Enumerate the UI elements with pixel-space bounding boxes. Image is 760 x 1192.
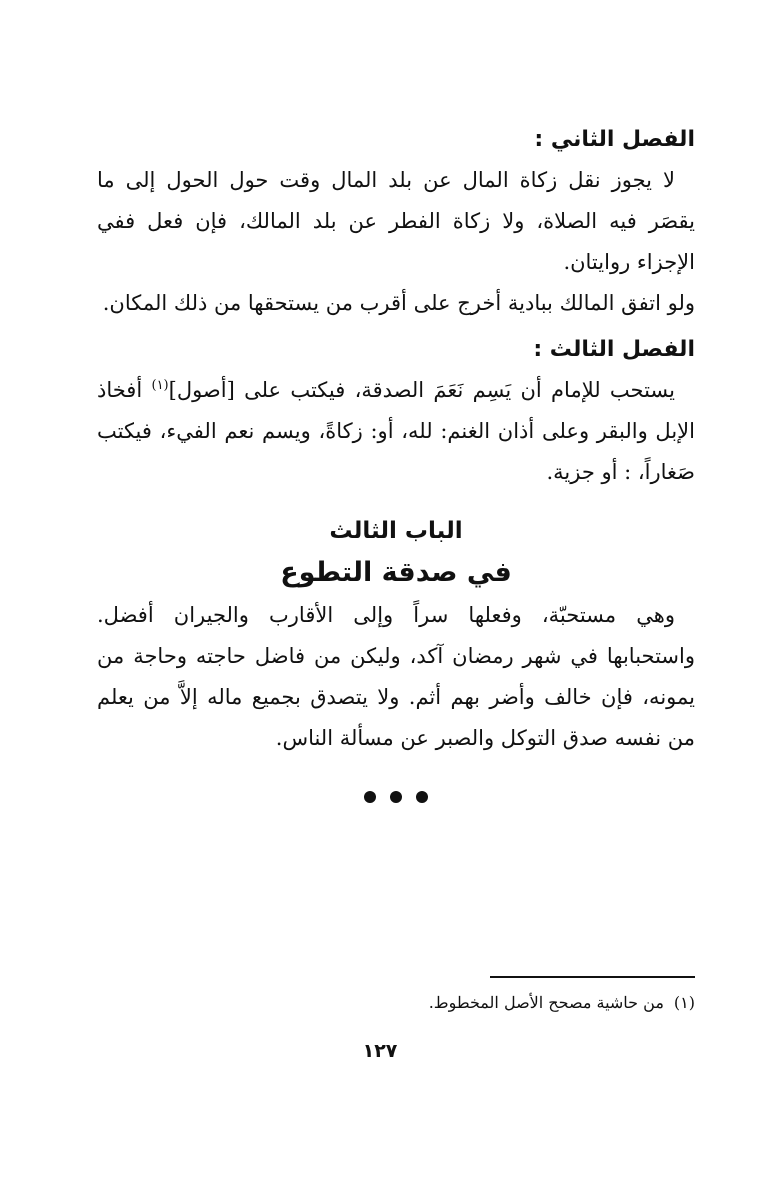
separator-dot [364,791,376,803]
chapter-title: الباب الثالث [329,518,463,544]
footnote-marker: (١) [673,993,695,1012]
separator-dot [390,791,402,803]
section-2-paragraph-1: لا يجوز نقل زكاة المال عن بلد المال وقت حول الحول إلى ما يقصَر فيه الصلاة، ولا زكاة الفطر عن بلد المالك، فإن فعل ففي الإجزاء روايتان. [97,168,695,274]
section-2-paragraph-2: ولو اتفق المالك ببادية أخرج على أقرب من يستحقها من ذلك المكان. [102,291,695,315]
section-3-heading: الفصل الثالث : [533,337,695,362]
section-separator-dots [97,791,695,803]
footnote-text: من حاشية مصحح الأصل المخطوط. [428,993,664,1012]
section-3-paragraph [97,370,695,493]
separator-dot [416,791,428,803]
section-3-text-after-ref: أفخاذ الإبل والبقر وعلى أذان الغنم: لله، أو: زكاةً، ويسم نعم الفيء، فيكتب صَغاراً، : أو جزية. [97,378,695,484]
footnote-reference: (١) [151,378,169,393]
page-body [97,120,695,803]
chapter-subtitle: في صدقة التطوع [280,557,512,588]
footnote-divider [490,976,695,978]
page-number: ١٢٧ [362,1040,398,1062]
section-3-text-before-ref: يستحب للإمام أن يَسِم نَعَمَ الصدقة، فيكتب على [أصول] [168,378,676,402]
footnote [97,988,695,1018]
chapter-paragraph: وهي مستحبّة، وفعلها سراً وإلى الأقارب والجيران أفضل. واستحبابها في شهر رمضان آكد، وليكن من فاضل حاجته وحاجة من يمونه، فإن خالف وأضر بهم أثم. ولا يتصدق بجميع ماله إلاَّ من يعلم من نفسه صدق التوكل والصبر عن مسألة الناس. [97,603,695,750]
section-2-heading: الفصل الثاني : [534,127,695,152]
